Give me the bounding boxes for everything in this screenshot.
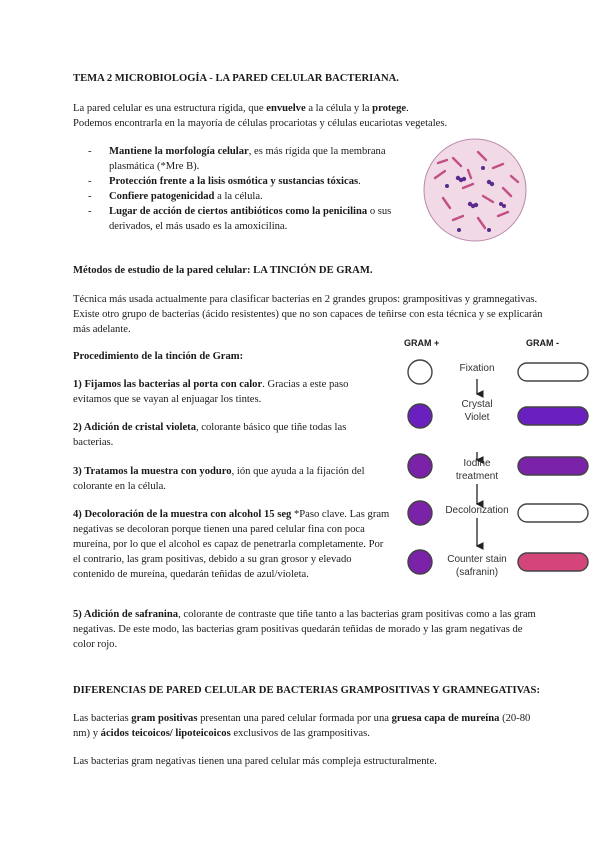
gram-positive-cell xyxy=(408,550,432,574)
procedure-step: 3) Tratamos la muestra con yoduro, ión que ayuda a la fijación del colorante en la célula. xyxy=(73,466,365,492)
methods-paragraph: Técnica más usada actualmente para clasificar bacterias en 2 grandes grupos: grampositivas y gramnegativas. Existe otro grupo de bacterias (ácido resistentes) que no son capaces de teñirse con esta técnica y se explicarán más adelante. xyxy=(73,294,543,335)
gram-negative-header: GRAM - xyxy=(526,338,559,348)
list-item: - Mantiene la morfología celular, es más rígida que la membrana plasmática (*Mre B). xyxy=(73,144,403,174)
procedure-step: 5) Adición de safranina, colorante de contraste que tiñe tanto a las bacterias gram positivas como a las gram negativas. De este modo, las bacterias gram positivas quedarán teñidas de morado y las gram negativas de color rojo. xyxy=(73,609,536,650)
gram-negative-cell xyxy=(518,407,588,425)
list-item: - Protección frente a la lisis osmótica y sustancias tóxicas. xyxy=(73,174,403,189)
gram-positive-header: GRAM + xyxy=(404,338,440,348)
gram-positive-cell xyxy=(408,360,432,384)
gram-stain-diagram xyxy=(400,336,600,586)
differences-heading: DIFERENCIAS DE PARED CELULAR DE BACTERIAS GRAMPOSITIVAS Y GRAMNEGATIVAS: xyxy=(73,685,540,696)
procedure-heading: Procedimiento de la tinción de Gram: xyxy=(73,351,244,362)
methods-heading: Métodos de estudio de la pared celular: LA TINCIÓN DE GRAM. xyxy=(73,265,373,276)
gram-negative-cell xyxy=(518,504,588,522)
stage-label: Decolorization xyxy=(445,505,509,516)
stage-label: Fixation xyxy=(459,363,495,374)
procedure-step: 1) Fijamos las bacterias al porta con calor. Gracias a este paso evitamos que se vayan al enjuagar los tintes. xyxy=(73,379,349,405)
function-list xyxy=(73,144,403,234)
gram-positive-cell xyxy=(408,454,432,478)
stage-label: Iodine treatment xyxy=(455,458,499,482)
list-item: - Lugar de acción de ciertos antibióticos como la penicilina o sus derivados, el más usado es la amoxicilina. xyxy=(73,204,403,234)
bacteria-micrograph xyxy=(423,138,527,242)
list-item: - Confiere patogenicidad a la célula. xyxy=(73,189,403,204)
gram-positive-cell xyxy=(408,501,432,525)
stage-label: Counter stain (safranin) xyxy=(447,554,507,578)
gram-negative-cell xyxy=(518,363,588,381)
gram-positive-paragraph: Las bacterias gram positivas presentan una pared celular formada por una gruesa capa de mureína (20-80 nm) y ácidos teicoicos/ lipoteicoicos exclusivos de las grampositivas. xyxy=(73,713,531,739)
gram-negative-paragraph: Las bacterias gram negativas tienen una pared celular más compleja estructuralmente. xyxy=(73,756,437,767)
procedure-step: 2) Adición de cristal violeta, colorante básico que tiñe todas las bacterias. xyxy=(73,422,347,448)
stage-label: Crystal Violet xyxy=(461,399,493,423)
procedure-step: 4) Decoloración de la muestra con alcohol 15 seg *Paso clave. Las gram negativas se decoloran porque tienen una pared celular fina con poca mureína, por lo que el alcohol es capaz de penetrarla completamente. Por el contrario, las gram positivas, debido a su gran grosor y elevado contenido de mureína, quedarán teñidas de azul/violeta. xyxy=(73,509,390,580)
gram-negative-cell xyxy=(518,553,588,571)
gram-negative-cell xyxy=(518,457,588,475)
page-title: TEMA 2 MICROBIOLOGÍA - LA PARED CELULAR BACTERIANA. xyxy=(73,73,399,84)
intro-paragraph: La pared celular es una estructura rígida, que envuelve a la célula y la protege. Podemos encontrarla en la mayoría de células procariotas y células eucariotas vegetales. xyxy=(73,103,448,129)
gram-positive-cell xyxy=(408,404,432,428)
